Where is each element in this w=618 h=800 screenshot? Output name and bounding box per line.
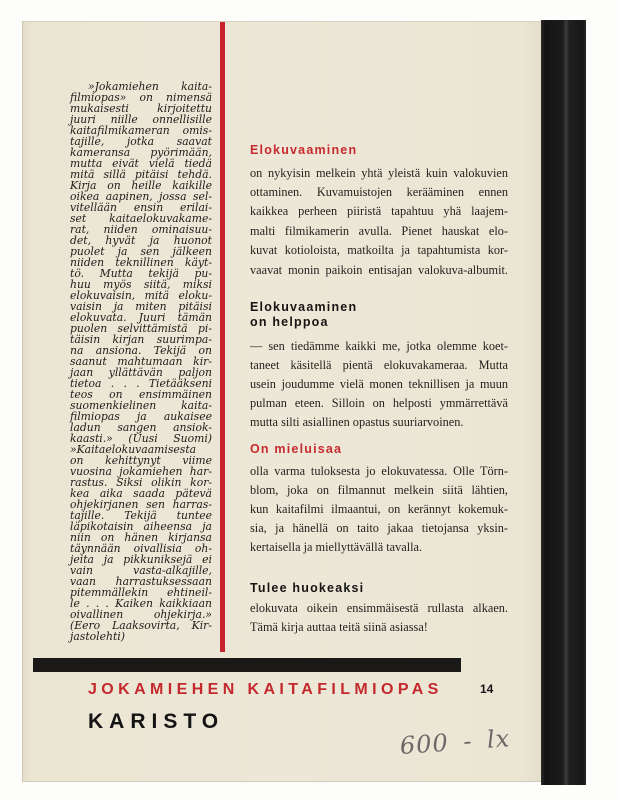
- review-line: vuosina jokamiehen har-: [70, 464, 212, 478]
- review-line: kameransa pyörimään,: [70, 145, 212, 159]
- section-heading-line: Tulee huokeaksi: [250, 580, 365, 595]
- review-line: jaan yllättävän paljon: [70, 365, 212, 379]
- section-text-line: elokuvata oikein ensimmäisestä rullasta alkaen.: [250, 600, 508, 615]
- review-line: niin on hänen kirjansa: [70, 530, 212, 544]
- review-line: tietoa . . . Tietääkseni: [70, 376, 212, 390]
- review-line: elokuvata. Juuri tämän: [70, 310, 212, 324]
- section-heading-line: Elokuvaaminen: [250, 300, 358, 314]
- review-line: set kaitaelokuvakame-: [70, 211, 212, 225]
- review-line: läpikotaisin aiheensa ja: [70, 519, 212, 533]
- review-line: tajille. Tekijä tuntee: [70, 508, 212, 522]
- section-heading: [250, 143, 508, 158]
- section-text-line: kaikkea perheen piiristä tapahtuu yhä laajem-: [250, 204, 508, 219]
- review-line: täisin kirjan suurimpa-: [70, 332, 212, 346]
- review-line: suomenkielinen kaita-: [70, 398, 212, 412]
- review-line: rastus. Siksi olikin kor-: [70, 475, 212, 489]
- section-text-line: taneet käsitellä pientä elokuvakameraa. Mutta: [250, 357, 508, 372]
- section-text-line: blom, joka on filmannut melkein siitä lähtien,: [250, 482, 508, 497]
- review-line: det, hyvät ja huonot: [70, 233, 212, 247]
- volume-number: 14: [480, 682, 494, 696]
- review-quotes-column: [70, 81, 212, 642]
- section-text-line: Tämä kirja auttaa teitä siinä asiassa!: [250, 619, 428, 634]
- review-line: teos on ensimmäinen: [70, 387, 212, 401]
- section-text-line: pulman eteen. Silloin on helposti ymmärrettävä: [250, 395, 508, 410]
- section-text-line: kun kaitafilmi ilmaantui, on kerännyt kokemuk-: [250, 501, 508, 516]
- section-heading: [250, 300, 508, 330]
- section-text: [250, 599, 508, 637]
- handwritten-price-note: 600 - lx: [399, 724, 512, 760]
- black-rule-bar: [33, 658, 461, 672]
- section-text-line: — sen tiedämme kaikki me, jotka olemme koet-: [250, 338, 508, 353]
- review-line: puolen selvittämistä pi-: [70, 321, 212, 335]
- review-line: vitellään ensin erilai-: [70, 200, 212, 214]
- section-heading: [250, 581, 508, 596]
- review-line: kea aika saada pätevä: [70, 486, 212, 500]
- section-heading-line: On mieluisaa: [250, 441, 343, 456]
- review-line: mukaisesti kirjoitettu: [70, 101, 212, 115]
- section-text-line: kuvat kotioloista, matkoilta ja tapahtumista kor-: [250, 243, 508, 258]
- section-text: [250, 462, 508, 557]
- review-line: (Eero Laaksovirta, Kir-: [70, 618, 212, 632]
- section-text-line: ottaminen. Kuvamuistojen kerääminen ennen: [250, 184, 508, 199]
- review-line: tajille, jotka saavat: [70, 134, 212, 148]
- review-line: filmiopas» on nimensä: [70, 90, 212, 104]
- review-line: saanut mahtumaan kir-: [70, 354, 212, 368]
- review-line: mitä sillä pitäisi tehdä.: [70, 167, 212, 181]
- section-text-line: mutta silti asiallinen opastus suuriarvoinen.: [250, 414, 464, 429]
- review-line: oivallinen ohjekirja.»: [70, 607, 212, 621]
- section-heading-line: Elokuvaaminen: [250, 143, 358, 157]
- review-line: vaan harrastuksessaan: [70, 574, 212, 588]
- review-line: na ansiona. Tekijä on: [70, 343, 212, 357]
- review-line: niiden teknillinen käyt-: [70, 255, 212, 269]
- review-line: oikea aapinen, jossa sel-: [70, 189, 212, 203]
- section-text: [250, 337, 508, 432]
- review-line: »Kaitaelokuvaamisesta: [70, 442, 197, 456]
- section-text-line: vaavat monin paikoin entisajan valokuva-albumit.: [250, 262, 508, 277]
- review-line: le . . . Kaiken kaikkiaan: [70, 596, 212, 610]
- review-line: »Jokamiehen kaita-: [88, 79, 212, 93]
- review-line: on kehittynyt viime: [70, 453, 212, 467]
- review-line: juuri niille onnellisille: [70, 112, 212, 126]
- series-title: JOKAMIEHEN KAITAFILMIOPAS: [88, 681, 443, 698]
- review-line: jastolehti): [70, 629, 125, 643]
- section-text: [250, 164, 508, 280]
- review-line: tö. Mutta tekijä pu-: [70, 266, 212, 280]
- review-line: kaitafilmikameran omis-: [70, 123, 212, 137]
- red-divider-line: [220, 22, 225, 652]
- review-line: elokuvaisin, mitä eloku-: [70, 288, 212, 302]
- publisher-name: KARISTO: [88, 710, 225, 733]
- review-line: ohjekirjanen sen harras-: [70, 497, 212, 511]
- section-text-line: olla varma tuloksesta jo elokuvatessa. Olle Törn-: [250, 463, 508, 478]
- review-line: huu myös siitä, miksi: [70, 277, 212, 291]
- review-line: jeita ja pikkuniksejä ei: [70, 552, 212, 566]
- review-line: täynnään oivallisia oh-: [70, 541, 212, 555]
- review-line: filmiopas ja aukaisee: [70, 409, 212, 423]
- section-text-line: usein joudumme vielä monen teknillisen ja muun: [250, 376, 508, 391]
- spine-binding: [541, 20, 586, 785]
- section-text-line: sia, ja hänellä on taito jakaa tietojansa yksin-: [250, 520, 508, 535]
- review-line: mutta eivät vielä tiedä: [70, 156, 212, 170]
- review-line: pitemmällekin ehtineil-: [70, 585, 212, 599]
- review-line: vain vasta-alkajille,: [70, 563, 212, 577]
- review-line: kaasti.» (Uusi Suomi): [70, 431, 212, 445]
- section-text-line: malti filmikamerin avulla. Pienet hauskat elo-: [250, 223, 508, 238]
- review-line: vaisin ja miten pitäisi: [70, 299, 212, 313]
- section-text-line: on nykyisin melkein yhtä yleistä kuin valokuvien: [250, 165, 508, 180]
- review-line: rat, niiden ominaisuu-: [70, 222, 212, 236]
- review-line: ladun sangen ansiok-: [70, 420, 212, 434]
- section-text-line: kertaisella ja miellyttävällä tavalla.: [250, 539, 423, 554]
- review-line: Kirja on heille kaikille: [70, 178, 212, 192]
- review-line: puolet ja sen jälkeen: [70, 244, 212, 258]
- section-heading-line: on helppoa: [250, 315, 329, 329]
- section-heading: [250, 442, 508, 457]
